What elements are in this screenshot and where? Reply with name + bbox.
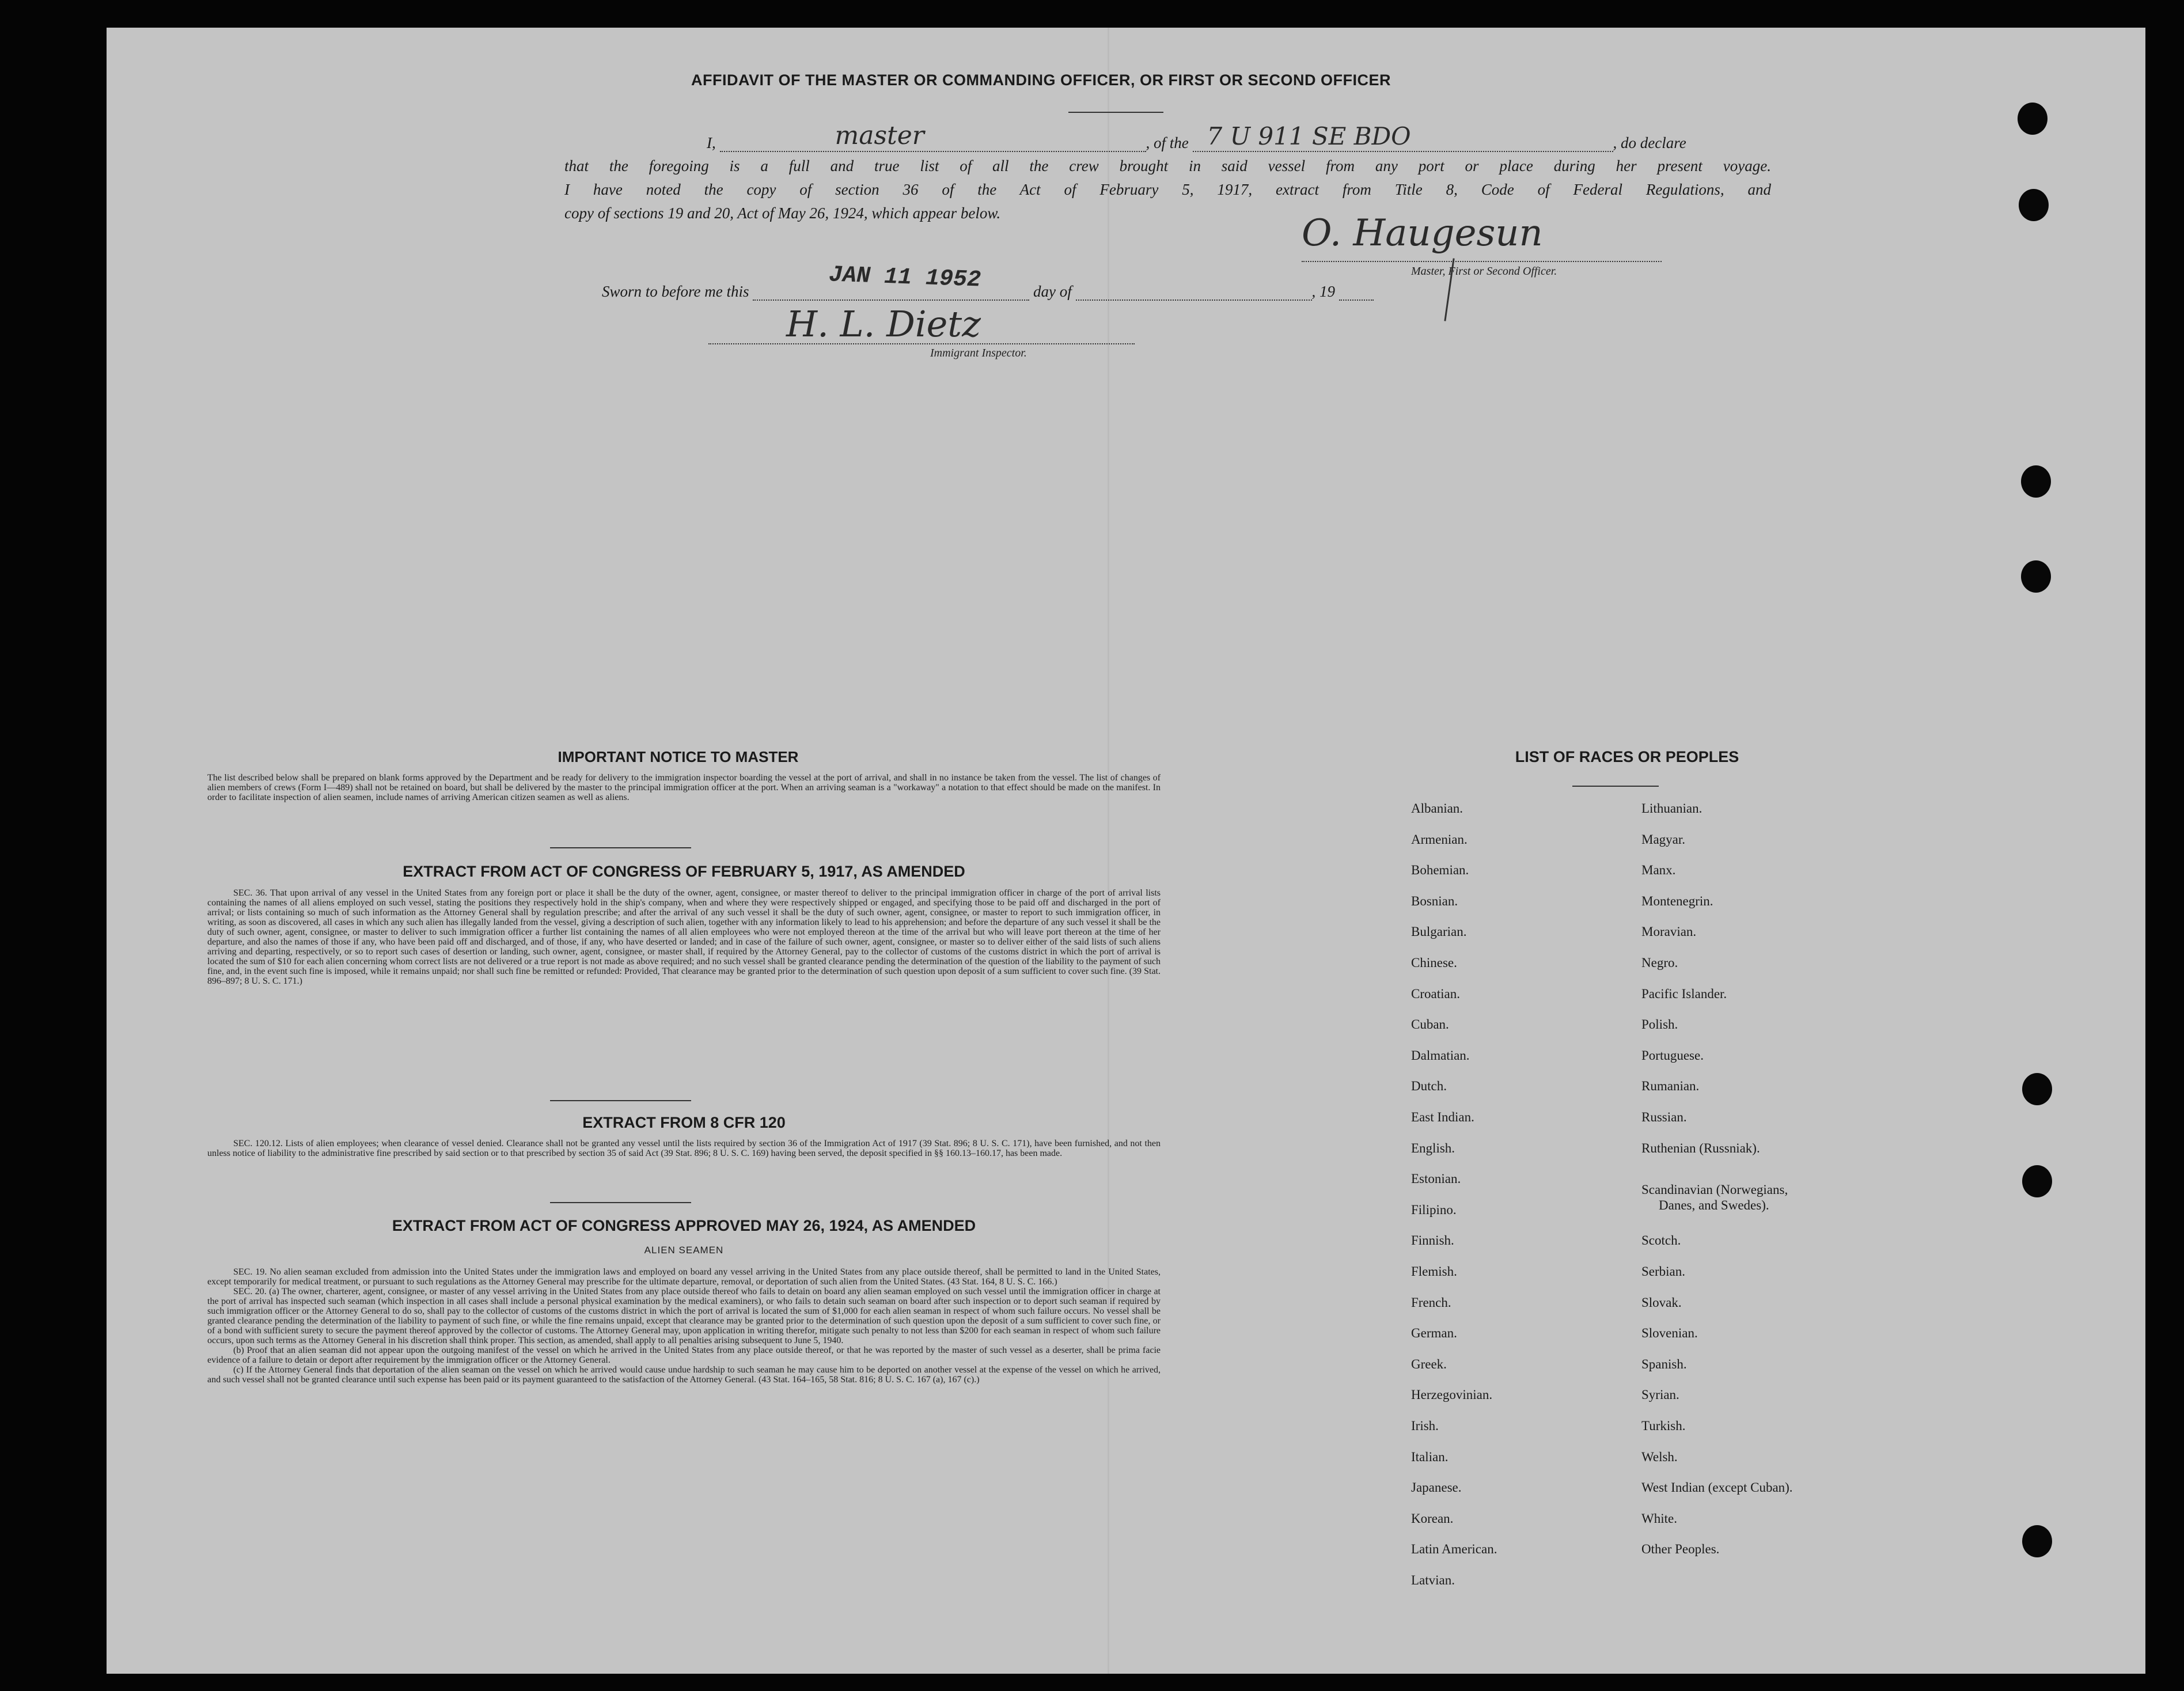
punch-hole <box>2022 1165 2052 1197</box>
extract-cfr-body: SEC. 120.12. Lists of alien employees; when clearance of vessel denied. Clearance shall not be granted any vessel until the lists required by section 36 of the Immigration Act of 1917 (39 Stat. 896; 8 U. S. C. 171), have been furnished, and not then unless notice of liability to the administrative fine prescribed by said section or to that prescribed by section 35 of said Act (39 Stat. 896; 8 U. S. C. 169) having been served, the deposit specified in §§ 160.13–160.17, has been made. <box>207 1139 1161 1158</box>
race-item: Moravian. <box>1641 924 1697 939</box>
races-title-rule <box>1572 786 1659 787</box>
affidavit-title-rule <box>1068 112 1163 113</box>
race-item: Manx. <box>1641 863 1676 878</box>
month-field <box>1076 282 1312 301</box>
affidavit-line-3: I have noted the copy of section 36 of the Act of February 5, 1917, extract from Title 8, Code of Federal Regulations, and <box>564 181 1771 198</box>
punch-hole <box>2018 103 2047 135</box>
extract-1917-divider <box>550 1100 691 1101</box>
signature-line <box>1302 260 1662 262</box>
race-item: Latvian. <box>1411 1573 1455 1587</box>
race-item: Scotch. <box>1641 1233 1681 1248</box>
race-item: German. <box>1411 1326 1457 1341</box>
race-item: Serbian. <box>1641 1264 1686 1279</box>
sworn-prefix: Sworn to before me this <box>602 283 749 300</box>
inspector-caption: Immigrant Inspector. <box>930 347 1027 359</box>
race-item: Latin American. <box>1411 1542 1497 1557</box>
of-the-label: , of the <box>1146 134 1189 151</box>
race-item: Cuban. <box>1411 1017 1449 1032</box>
punch-hole <box>2022 1525 2052 1557</box>
extract-1917-title: EXTRACT FROM ACT OF CONGRESS OF FEBRUARY 5, 1917, AS AMENDED <box>403 863 965 880</box>
section-20b-paragraph: (b) Proof that an alien seaman did not appear upon the outgoing manifest of the vessel on which he arrived in the United States from any place outside thereof, or that he was reported by the master of such vessel as a deserter, shall be prima facie evidence of a failure to detain or deport after requirement by the immigration officer or the Attorney General. <box>207 1345 1161 1365</box>
affidavit-prefix: I, <box>707 134 716 151</box>
races-title: LIST OF RACES OR PEOPLES <box>1515 748 1739 765</box>
extract-cfr-divider <box>550 1202 691 1203</box>
master-name-handwriting: master <box>835 121 924 150</box>
race-item: Irish. <box>1411 1419 1439 1433</box>
race-item: Dalmatian. <box>1411 1048 1470 1063</box>
punch-hole <box>2021 465 2051 498</box>
race-item: French. <box>1411 1295 1451 1310</box>
notice-body: The list described below shall be prepared on blank forms approved by the Department and be ready for delivery to the immigration inspector boarding the vessel at the port of arrival, and shall in no instance be taken from the vessel. The list of changes of alien members of crews (Form I—489) shall not be retained on board, but shall be delivered by the master to the principal immigration officer at the port. When an arriving seaman is a "workaway" a notation to that effect should be made on the manifest. In order to facilitate inspection of alien seamen, include names of arriving American citizen seamen as well as aliens. <box>207 773 1161 802</box>
year-prefix: , 19 <box>1311 283 1335 300</box>
section-19-paragraph: SEC. 19. No alien seaman excluded from admission into the United States under the immigration laws and employed on board any vessel arriving in the United States from any place outside thereof, shall be permitted to land in the United States, except temporarily for medical treatment, or pursuant to such regulations as the Attorney General may prescribe for the ultimate departure, removal, or deportation of such alien from the United States. (43 Stat. 164, 8 U. S. C. 166.) <box>207 1267 1161 1287</box>
race-item: Filipino. <box>1411 1202 1457 1217</box>
affidavit-line-1 <box>707 121 1772 157</box>
notice-title: IMPORTANT NOTICE TO MASTER <box>558 748 799 765</box>
extract-1924-subtitle: ALIEN SEAMEN <box>644 1245 724 1256</box>
race-item: Magyar. <box>1641 832 1686 847</box>
affidavit-title: AFFIDAVIT OF THE MASTER OR COMMANDING OFFICER, OR FIRST OR SECOND OFFICER <box>691 71 1391 89</box>
race-item: Italian. <box>1411 1449 1449 1464</box>
vessel-name-handwriting: 7 U 911 SE BDO <box>1207 122 1411 150</box>
race-item: Slovak. <box>1641 1295 1682 1310</box>
master-name-field <box>720 121 1146 152</box>
race-item: East Indian. <box>1411 1110 1474 1124</box>
race-item: Turkish. <box>1641 1419 1686 1433</box>
vessel-name-field <box>1193 122 1613 152</box>
race-item: Croatian. <box>1411 986 1460 1001</box>
notice-divider <box>550 847 691 848</box>
race-item: Herzegovinian. <box>1411 1387 1493 1402</box>
race-item: Portuguese. <box>1641 1048 1704 1063</box>
punch-hole <box>2021 560 2051 593</box>
extract-1924-title: EXTRACT FROM ACT OF CONGRESS APPROVED MAY 26, 1924, AS AMENDED <box>392 1217 976 1234</box>
race-item: Armenian. <box>1411 832 1468 847</box>
race-item: Syrian. <box>1641 1387 1679 1402</box>
signature-caption: Master, First or Second Officer. <box>1411 265 1557 278</box>
section-20c-paragraph: (c) If the Attorney General finds that deportation of the alien seaman on the vessel on which he arrived would cause undue hardship to such seaman he may cause him to be deported on another vessel at the expense of the vessel on which he arrived, and such vessel shall not be granted clearance until such expense has been paid or its payment guaranteed to the satisfaction of the Attorney General. (43 Stat. 164–165, 58 Stat. 816; 8 U. S. C. 167 (a), 167 (c).) <box>207 1365 1161 1385</box>
inspector-signature: H. L. Dietz <box>786 303 981 345</box>
race-item: West Indian (except Cuban). <box>1641 1480 1793 1495</box>
race-item: Danes, and Swedes). <box>1659 1197 1769 1212</box>
punch-hole <box>2019 189 2049 221</box>
race-item: Slovenian. <box>1641 1326 1698 1341</box>
date-stamp: JAN 11 1952 <box>828 262 982 294</box>
race-item: Flemish. <box>1411 1264 1457 1279</box>
day-of-label: day of <box>1033 283 1072 300</box>
year-field <box>1339 282 1374 301</box>
race-item: Russian. <box>1641 1110 1687 1124</box>
sworn-date-field <box>753 262 1029 301</box>
race-item: Ruthenian (Russniak). <box>1641 1140 1760 1155</box>
race-item: Bosnian. <box>1411 893 1458 908</box>
section-20a-paragraph: SEC. 20. (a) The owner, charterer, agent, consignee, or master of any vessel arriving in the United States from any place outside thereof who fails to detain on board any alien seaman employed on such vessel until the immigration officer in charge at the port of arrival has inspected such seaman (which inspection in all cases shall include a personal physical examination by the medical examiners), or who fails to detain such seaman on board after such inspection or to deport such seaman if required by such immigration officer or the Attorney General to do so, shall pay to the collector of customs of the customs district in which the port of arrival is located the sum of $1,000 for each alien seaman in respect of whom such failure occurs. No vessel shall be granted clearance pending the determination of the liability to payment of such fine, or while the fine remains unpaid, except that clearance may be granted prior to the determination of such question upon the deposit of a sum sufficient to cover such fine, or of a bond with sufficient surety to secure the payment thereof approved by the collector of customs. The Attorney General may, upon application in writing therefor, mitigate such penalty to not less than $200 for each seaman in respect of whom such failure occurs, upon such terms as the Attorney General in his discretion shall think proper. This section, as amended, shall apply to all penalties arising subsequent to June 5, 1940. <box>207 1287 1161 1345</box>
race-item: White. <box>1641 1511 1677 1526</box>
race-item: Japanese. <box>1411 1480 1462 1495</box>
race-item: Pacific Islander. <box>1641 986 1727 1001</box>
race-item: Rumanian. <box>1641 1079 1700 1094</box>
race-item: Scandinavian (Norwegians, <box>1641 1182 1788 1197</box>
race-item: Welsh. <box>1641 1449 1678 1464</box>
race-item: Montenegrin. <box>1641 893 1713 908</box>
race-item: Polish. <box>1641 1017 1678 1032</box>
race-item: Korean. <box>1411 1511 1454 1526</box>
race-item: Dutch. <box>1411 1079 1447 1094</box>
race-item: English. <box>1411 1140 1455 1155</box>
master-signature: O. Haugesun <box>1302 212 1543 255</box>
race-item: Chinese. <box>1411 956 1457 970</box>
race-item: Spanish. <box>1641 1356 1687 1371</box>
race-item: Finnish. <box>1411 1233 1454 1248</box>
race-item: Bulgarian. <box>1411 924 1467 939</box>
race-item: Estonian. <box>1411 1171 1461 1186</box>
race-item: Bohemian. <box>1411 863 1469 878</box>
extract-1924-body <box>207 1267 1161 1385</box>
do-declare-label: , do declare <box>1613 134 1686 151</box>
center-fold <box>1108 28 1109 1674</box>
punch-hole <box>2022 1073 2052 1105</box>
race-item: Albanian. <box>1411 801 1463 816</box>
affidavit-line-2: that the foregoing is a full and true list of all the crew brought in said vessel from any port or place during her present voyage. <box>564 157 1771 175</box>
race-item: Lithuanian. <box>1641 801 1703 816</box>
affidavit-line-4: copy of sections 19 and 20, Act of May 26, 1924, which appear below. <box>564 204 1001 222</box>
race-item: Negro. <box>1641 956 1678 970</box>
inspector-line <box>708 342 1135 344</box>
race-item: Other Peoples. <box>1641 1542 1720 1557</box>
race-item: Greek. <box>1411 1356 1447 1371</box>
extract-cfr-title: EXTRACT FROM 8 CFR 120 <box>582 1114 786 1131</box>
document-page <box>107 28 2145 1674</box>
extract-1917-body: SEC. 36. That upon arrival of any vessel in the United States from any foreign port or place it shall be the duty of the owner, agent, consignee, or master thereof to deliver to the principal immigration officer in charge of the port of arrival lists containing the names of all aliens employed on such vessel, stating the positions they respectively hold in the ship's company, when and where they were respectively shipped or engaged, and specifying those to be paid off and discharged in the port of arrival; or lists containing so much of such information as the Attorney General shall by regulation prescribe; and after the arrival of any such vessel it shall be the duty of such owner, agent, consignee, or master to report to such immigration officer, in writing, as soon as discovered, all cases in which any such alien has illegally landed from the vessel, giving a description of such alien, together with any information likely to lead to his apprehension; and before the departure of any such vessel it shall be the duty of such owner, agent, consignee, or master to deliver to such immigration officer a further list containing the names of all alien employees who were not employed thereon at the time of the arrival but who will leave port thereon at the time of her departure, and also the names of those if any, who have been paid off and discharged, and of those, if any, who have deserted or landed; and in case of the failure of such owner, agent, consignee, or master so to deliver either of the said lists of such aliens arriving and departing, respectively, or so to report such cases of desertion or landing, such owner, agent, consignee, or master shall, if required by the Attorney General, pay to the collector of customs of the customs district in which the port of arrival is located the sum of $10 for each alien concerning whom correct lists are not delivered or a true report is not made as above required; and no such vessel shall be granted clearance pending the determination of the question of the liability to the payment of such fine, and, in the event such fine is imposed, while it remains unpaid; nor shall such fine be remitted or refunded: Provided, That clearance may be granted prior to the determination of such question upon deposit of a sum sufficient to cover such fine. (39 Stat. 896–897; 8 U. S. C. 171.) <box>207 888 1161 986</box>
